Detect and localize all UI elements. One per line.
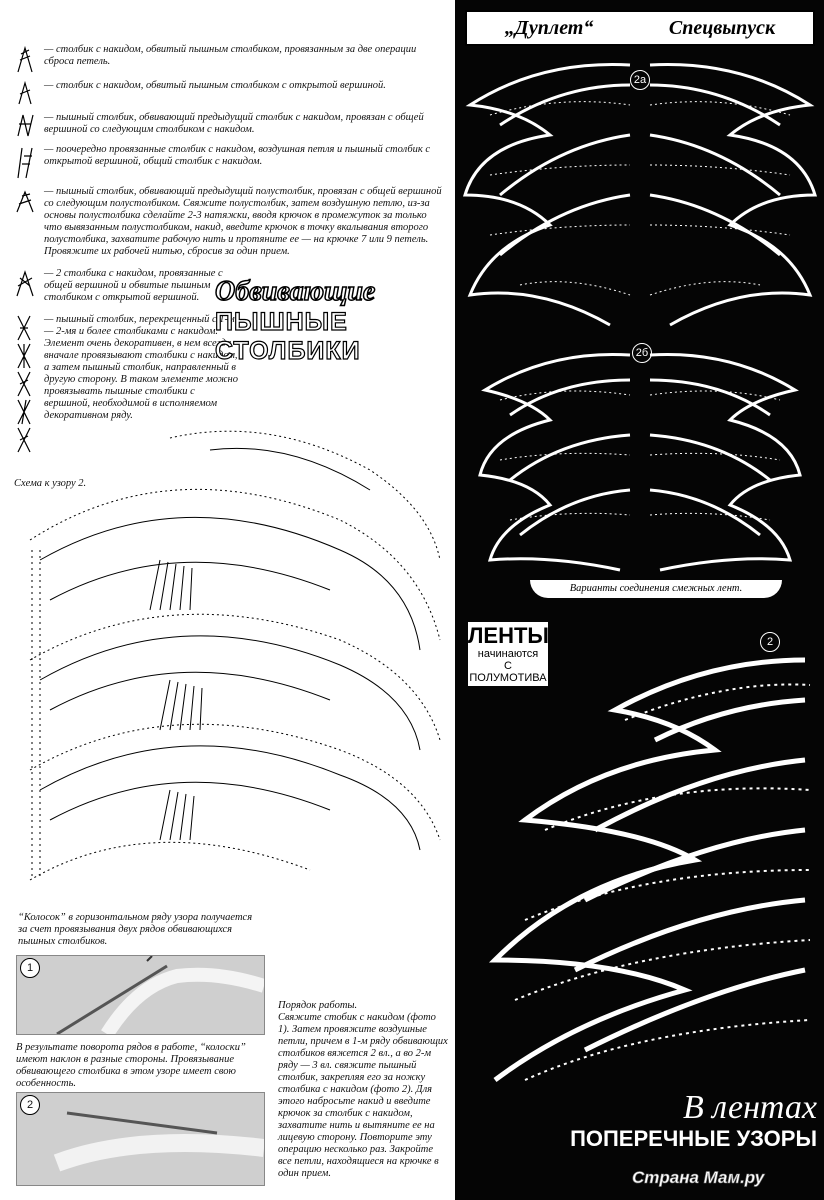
- magazine-name: „Дуплет“: [504, 16, 594, 39]
- photo-label-2a: 2а: [630, 70, 650, 90]
- legend-item: — столбик с накидом, обвитый пышным столбиком с открытой вершиной.: [14, 80, 444, 106]
- variants-caption: Варианты соединения смежных лент.: [530, 580, 782, 598]
- crochet-symbol-icon: [14, 112, 36, 138]
- photo-number-1: 1: [20, 958, 40, 978]
- work-order: [278, 1000, 448, 1180]
- crochet-symbol-icon: [14, 144, 36, 180]
- lace-photo-2a: [460, 55, 820, 335]
- crochet-scheme-diagram: [10, 410, 450, 890]
- title-line-2: ПЫШНЫЕ СТОЛБИКИ: [215, 308, 361, 365]
- lace-photo-2b: [460, 345, 820, 575]
- legend-item: — 2 столбика с накидом, провязанные с общей вершиной и обвитые пышным столбиком с открытой вершиной.: [14, 268, 224, 304]
- kolosok-caption: “Колосок” в горизонтальном ряду узора получается за счет провязывания двух рядов обвивающихся пышных столбиков.: [18, 912, 253, 947]
- section-title: [215, 276, 450, 366]
- crochet-symbol-icon: [14, 80, 36, 106]
- legend-item: — пышный столбик, обвивающий предыдущий полустолбик, провязан с общей вершиной со следующим полустолбиком. Свяжите полустолбик, затем воздушную петлю, из-за основы полустолбика сделайте 2-3 натяжки, вводя крючок в промежуток за только что вывязанным полустолбиком, накид, введите крючок в точку вкалывания второго полустолбика, захватите рабочую нить и протяните ее — на крючке 7 или 9 петель. Провяжите их рабочей нитью, сбросив за один прием.: [14, 186, 444, 258]
- ribbons-title-line-3: С ПОЛУМОТИВА: [469, 660, 547, 684]
- bottom-title: [555, 1090, 817, 1152]
- crochet-symbol-icon: [14, 186, 36, 216]
- crochet-photo-icon: [17, 1093, 264, 1185]
- legend-item: — пышный столбик, обвивающий предыдущий столбик с накидом, провязан с общей вершиной со следующим столбиком с накидом.: [14, 112, 444, 138]
- legend-item: — пышный столбик, перекрещенный с 1-м — 2-мя и более столбиками с накидом. Элемент очень декоративен, в нем всегда вначале провязывают столбики с накидом, а затем пышный столбик, направленный в другую сторону. В таком элементе можно провязывать пышные столбики с вершиной, необходимой в исполняемом декоративном ряду.: [14, 314, 239, 454]
- photo-1-caption: В результате поворота рядов в работе, “колоски” имеют наклон в разные стороны. Провязывание обвивающего столбика в этом узоре имеет свою особенность.: [16, 1042, 246, 1089]
- lace-photo-2: [465, 640, 820, 1090]
- photo-label-2: 2: [760, 632, 780, 652]
- symbol-legend: [14, 44, 444, 454]
- ribbons-title-line-2: начинаются: [477, 648, 539, 660]
- crochet-photo-icon: [17, 956, 264, 1034]
- work-order-heading: Порядок работы.: [278, 1000, 358, 1011]
- photo-2: [16, 1092, 265, 1186]
- ribbons-title-line-1: ЛЕНТЫ: [468, 623, 549, 648]
- special-issue-label: Спецвыпуск: [668, 16, 776, 39]
- photo-label-2b: 2б: [632, 343, 652, 363]
- photo-number-2: 2: [20, 1095, 40, 1115]
- page-header: [465, 10, 815, 46]
- work-order-text: Свяжите стобик с накидом (фото 1). Затем провяжите воздушные петли, причем в 1-м ряду обвивающих столбиков вяжется 2 вл., а во 2-м ряду — 3 вл. свяжите пышный столбик, закрепляя его за ножку столбика с накидом (фото 2). Для этого набросьте накид и введите крючок за столбик с накидом, захватите нить и вытяните ее на лицевую сторону. Повторите эту операцию несколько раз. Закройте все петли, находящиеся на крючке в один прием.: [278, 1012, 448, 1179]
- crochet-symbol-icon: [14, 268, 36, 298]
- crochet-symbol-icon: [14, 44, 36, 74]
- bottom-title-line-1: В лентах: [683, 1089, 817, 1126]
- bottom-title-line-2: ПОПЕРЕЧНЫЕ УЗОРЫ: [570, 1126, 817, 1151]
- legend-item: — поочередно провязанные столбик с накидом, воздушная петля и пышный столбик с открытой вершиной, общий столбик с накидом.: [14, 144, 444, 180]
- title-line-1: Обвивающие: [215, 276, 376, 307]
- photo-1: [16, 955, 265, 1035]
- scheme-caption: Схема к узору 2.: [14, 478, 87, 489]
- watermark: Страна Мам.ру: [632, 1168, 765, 1187]
- legend-item: — столбик с накидом, обвитый пышным столбиком, провязанным за две операции сброса петель.: [14, 44, 444, 74]
